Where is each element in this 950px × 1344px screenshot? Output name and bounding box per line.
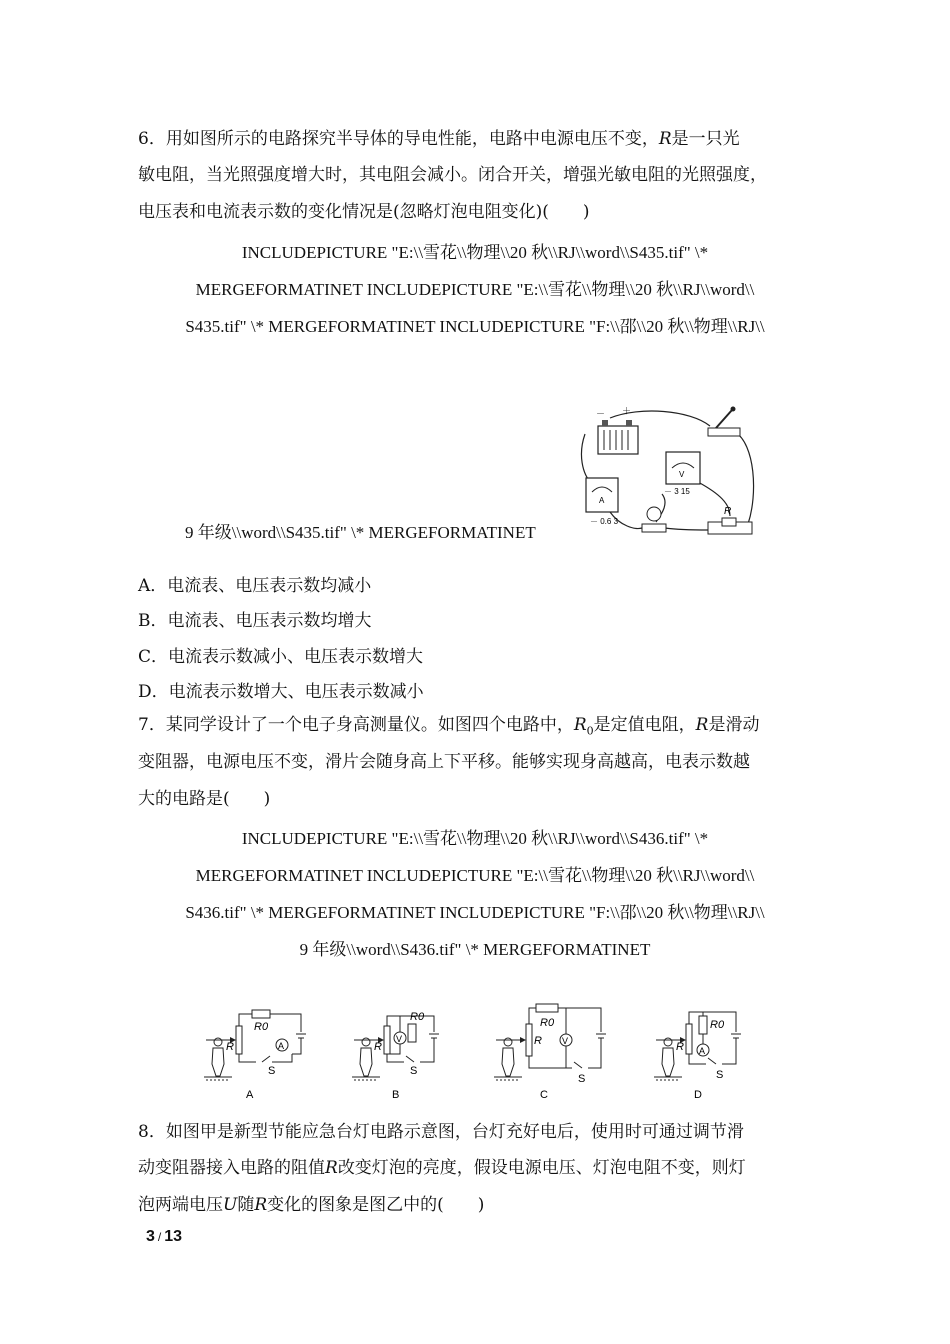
circuit-c: [494, 1004, 606, 1101]
circuit-b-switch-label: S: [410, 1065, 418, 1077]
q6-option-b: B．电流表、电压表示数均增大: [138, 611, 372, 631]
circuit-d: [654, 1012, 741, 1101]
page-number: [146, 1228, 182, 1246]
person-icon: [494, 1038, 522, 1080]
q6-text-a: 6．用如图所示的电路探究半导体的导电性能，电路中电源电压不变，: [138, 129, 659, 149]
q7-field-code-3: S436.tif" \* MERGEFORMATINET INCLUDEPICTURE "F:\\邵\\20 秋\\物理\\RJ\\: [185, 903, 765, 922]
circuit-a-switch-label: S: [268, 1065, 276, 1077]
page-separator: /: [157, 1230, 162, 1244]
wire-battery-ammeter: [581, 434, 592, 484]
q7-text-a: 7．某同学设计了一个电子身高测量仪。如图四个电路中，: [138, 715, 574, 735]
circuit-b-r0-label: R0: [410, 1011, 425, 1023]
circuit-a: [204, 1010, 306, 1101]
resistor-r-label: R: [724, 506, 732, 517]
q6-line-2: 敏电阻，当光照强度增大时，其电阻会减小。闭合开关，增强光敏电阻的光照强度，: [138, 165, 767, 185]
q8-var-r2: R: [254, 1195, 268, 1215]
circuit-d-label: D: [694, 1089, 702, 1101]
wire-switch-resistor: [735, 432, 754, 524]
switch-icon: [708, 407, 740, 437]
q7-text-c: 是滑动: [708, 715, 760, 735]
q8-line-2: [138, 1157, 746, 1179]
q6-line-1: [138, 128, 740, 150]
circuit-a-r-label: R: [226, 1041, 234, 1053]
q8-text-c: 泡两端电压: [138, 1195, 223, 1215]
circuit-a-r0-label: R0: [254, 1021, 269, 1033]
q6-text-b: 是一只光: [671, 129, 740, 149]
circuit-b-r-label: R: [374, 1041, 382, 1053]
circuit-c-label: C: [540, 1089, 548, 1101]
circuit-d-switch-label: S: [716, 1069, 724, 1081]
circuit-b: [352, 1011, 439, 1101]
q6-field-code-4: 9 年级\\word\\S435.tif" \* MERGEFORMATINET: [185, 523, 536, 542]
q8-text-d: 随: [237, 1195, 255, 1215]
circuit-c-r-label: R: [534, 1035, 542, 1047]
q7-line-3: 大的电路是( ): [138, 789, 271, 809]
circuit-c-r0-label: R0: [540, 1017, 555, 1029]
q7-var-r0: R: [573, 715, 587, 735]
q8-var-u: U: [223, 1195, 238, 1215]
ammeter-icon: [586, 478, 619, 526]
q7-field-code-4: 9 年级\\word\\S436.tif" \* MERGEFORMATINET: [299, 940, 651, 959]
photoresistor-icon: [708, 506, 752, 534]
q8-var-r: R: [325, 1158, 338, 1178]
q8-text-e: 变化的图象是图乙中的( ): [267, 1195, 485, 1215]
circuit-b-label: B: [392, 1089, 400, 1101]
circuit-a-meter: A: [278, 1041, 285, 1051]
battery-plus-label: ＋: [622, 406, 632, 416]
q7-var-r: R: [695, 715, 709, 735]
q6-circuit-figure: [580, 404, 762, 542]
q7-line-2: 变阻器，电源电压不变，滑片会随身高上下平移。能够实现身高越高，电表示数越: [138, 752, 750, 772]
q6-field-code-3: S435.tif" \* MERGEFORMATINET INCLUDEPICTURE "F:\\邵\\20 秋\\物理\\RJ\\: [185, 317, 765, 336]
circuit-d-meter: A: [699, 1046, 706, 1056]
q8-line-3: [138, 1194, 484, 1216]
circuit-d-r-label: R: [676, 1041, 684, 1053]
q7-field-code-1: INCLUDEPICTURE "E:\\雪花\\物理\\20 秋\\RJ\\word\\S436.tif" \*: [241, 829, 709, 848]
q7-line-1: [138, 714, 759, 742]
voltmeter-letter: V: [679, 470, 685, 479]
q6-option-c: C．电流表示数减小、电压表示数增大: [138, 647, 424, 667]
q7-field-code-2: MERGEFORMATINET INCLUDEPICTURE "E:\\雪花\\物理\\20 秋\\RJ\\word\\: [195, 866, 755, 885]
q8-text-b: 改变灯泡的亮度，假设电源电压、灯泡电阻不变，则灯: [337, 1158, 746, 1178]
q6-option-a: A．电流表、电压表示数均减小: [138, 576, 372, 596]
ammeter-letter: A: [599, 496, 605, 505]
circuit-d-r0-label: R0: [710, 1019, 725, 1031]
q6-option-d: D．电流表示数增大、电压表示数减小: [138, 682, 424, 702]
q7-circuits-figure: [196, 1002, 756, 1102]
battery-minus-label: －: [596, 409, 606, 419]
circuit-c-meter: V: [562, 1036, 569, 1046]
q7-var-r0-sub: 0: [586, 724, 594, 738]
ammeter-scale: － 0.6 3: [590, 517, 619, 526]
voltmeter-scale: － 3 15: [664, 487, 690, 496]
q6-field-code-2: MERGEFORMATINET INCLUDEPICTURE "E:\\雪花\\物理\\20 秋\\RJ\\word\\: [195, 280, 755, 299]
q8-line-1: 8．如图甲是新型节能应急台灯电路示意图，台灯充好电后，使用时可通过调节滑: [138, 1122, 744, 1142]
circuit-c-switch-label: S: [578, 1073, 586, 1085]
battery-icon: [596, 406, 638, 454]
page-total: 13: [164, 1228, 183, 1245]
page-current: 3: [146, 1228, 155, 1245]
voltmeter-icon: [664, 452, 700, 496]
q6-line-3: 电压表和电流表示数的变化情况是(忽略灯泡电阻变化)( ): [138, 202, 590, 222]
q6-var-r: R: [658, 129, 672, 149]
circuit-a-label: A: [246, 1089, 254, 1101]
q6-field-code-1: INCLUDEPICTURE "E:\\雪花\\物理\\20 秋\\RJ\\word\\S435.tif" \*: [241, 243, 709, 262]
q7-text-b: 是定值电阻，: [593, 715, 696, 735]
circuit-b-meter: V: [396, 1034, 403, 1044]
wire-lamp-resistor: [665, 528, 708, 530]
q8-text-a: 动变阻器接入电路的阻值: [138, 1158, 325, 1178]
